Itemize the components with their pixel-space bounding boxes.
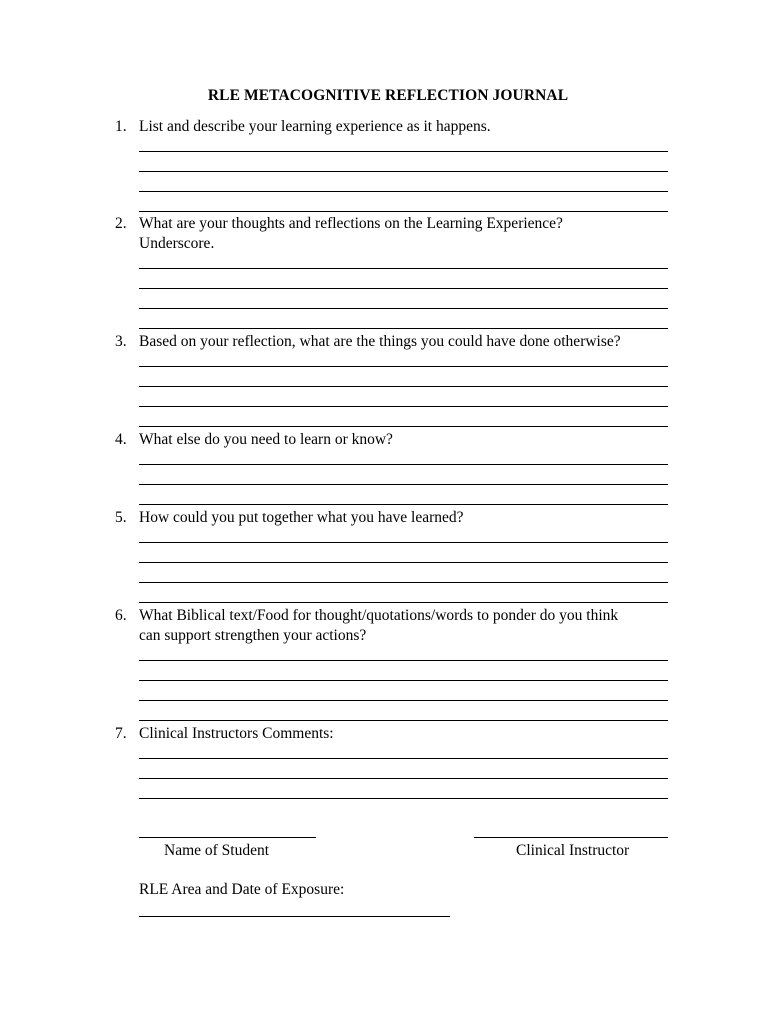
answer-line[interactable] bbox=[139, 582, 668, 583]
answer-line[interactable] bbox=[139, 484, 668, 485]
answer-line[interactable] bbox=[139, 778, 668, 779]
question-7-number: 7. bbox=[115, 725, 127, 742]
question-3-number: 3. bbox=[115, 333, 127, 350]
answer-line[interactable] bbox=[139, 406, 668, 407]
answer-line[interactable] bbox=[139, 268, 668, 269]
answer-line[interactable] bbox=[139, 798, 668, 799]
area-date-line[interactable] bbox=[139, 916, 450, 917]
answer-line[interactable] bbox=[139, 660, 668, 661]
question-1-text: List and describe your learning experience as it happens. bbox=[139, 118, 491, 135]
question-4-number: 4. bbox=[115, 431, 127, 448]
answer-line[interactable] bbox=[139, 328, 668, 329]
question-2-number: 2. bbox=[115, 215, 127, 232]
answer-line[interactable] bbox=[139, 426, 668, 427]
answer-line[interactable] bbox=[139, 171, 668, 172]
answer-line[interactable] bbox=[139, 386, 668, 387]
answer-line[interactable] bbox=[139, 308, 668, 309]
instructor-signature-line[interactable] bbox=[474, 837, 668, 838]
question-2-text: What are your thoughts and reflections on the Learning Experience? Underscore. bbox=[139, 215, 563, 252]
question-7-text: Clinical Instructors Comments: bbox=[139, 725, 334, 742]
answer-line[interactable] bbox=[139, 211, 668, 212]
answer-line[interactable] bbox=[139, 366, 668, 367]
answer-line[interactable] bbox=[139, 464, 668, 465]
question-5-text: How could you put together what you have learned? bbox=[139, 509, 464, 526]
question-4-text: What else do you need to learn or know? bbox=[139, 431, 393, 448]
instructor-signature-label: Clinical Instructor bbox=[516, 842, 630, 859]
answer-line[interactable] bbox=[139, 700, 668, 701]
answer-line[interactable] bbox=[139, 720, 668, 721]
answer-line[interactable] bbox=[139, 680, 668, 681]
question-6-number: 6. bbox=[115, 607, 127, 624]
answer-line[interactable] bbox=[139, 151, 668, 152]
question-1-number: 1. bbox=[115, 118, 127, 135]
answer-line[interactable] bbox=[139, 191, 668, 192]
question-6-text: What Biblical text/Food for thought/quotations/words to ponder do you think can support strengthen your actions? bbox=[139, 607, 619, 644]
student-signature-line[interactable] bbox=[139, 837, 316, 838]
answer-line[interactable] bbox=[139, 562, 668, 563]
answer-line[interactable] bbox=[139, 758, 668, 759]
area-date-label: RLE Area and Date of Exposure: bbox=[139, 881, 345, 898]
student-signature-label: Name of Student bbox=[164, 842, 270, 859]
page-title: RLE METACOGNITIVE REFLECTION JOURNAL bbox=[207, 87, 569, 104]
question-5-number: 5. bbox=[115, 509, 127, 526]
answer-line[interactable] bbox=[139, 602, 668, 603]
answer-line[interactable] bbox=[139, 504, 668, 505]
answer-line[interactable] bbox=[139, 542, 668, 543]
answer-line[interactable] bbox=[139, 288, 668, 289]
question-3-text: Based on your reflection, what are the things you could have done otherwise? bbox=[139, 333, 621, 350]
